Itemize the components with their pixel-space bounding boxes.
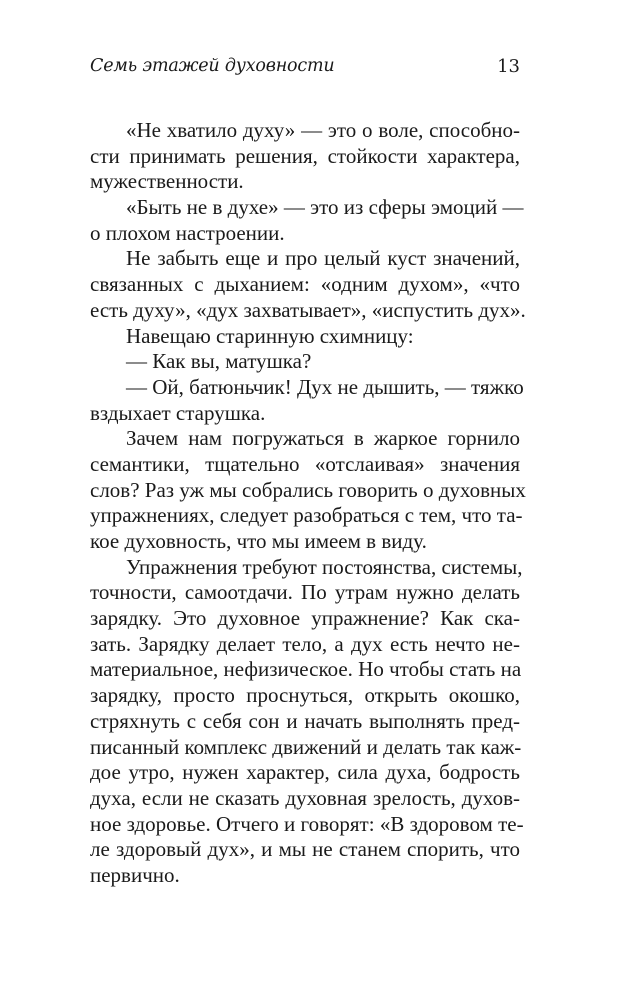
running-header xyxy=(90,56,520,82)
text-line: духа, если не сказать духовная зрелость, духов- xyxy=(90,785,520,810)
text-line: Зачем нам погружаться в жаркое горнило xyxy=(126,426,520,451)
text-line: дое утро, нужен характер, сила духа, бодрость xyxy=(90,760,520,785)
page-number: 13 xyxy=(497,56,520,77)
text-line: семантики, тщательно «отслаивая» значения xyxy=(90,451,520,476)
text-line: сти принимать решения, стойкости характера, xyxy=(90,143,520,168)
text-line: есть духу», «дух захватывает», «испустить дух». xyxy=(90,297,526,322)
text-line: ле здоровый дух», и мы не станем спорить, что xyxy=(90,837,520,862)
text-line: ное здоровье. Отчего и говорят: «В здоровом те- xyxy=(90,811,524,836)
text-line: — Как вы, матушка? xyxy=(126,349,312,374)
text-line: упражнениях, следует разобраться с тем, что та- xyxy=(90,503,523,528)
text-line: связанных с дыханием: «одним духом», «что xyxy=(90,272,520,297)
text-line: слов? Раз уж мы собрались говорить о духовных xyxy=(90,477,526,502)
running-title: Семь этажей духовности xyxy=(90,56,335,76)
text-line: вздыхает старушка. xyxy=(90,400,266,425)
body-text xyxy=(90,118,526,889)
text-line: мужественности. xyxy=(90,169,244,194)
text-line: точности, самоотдачи. По утрам нужно делать xyxy=(90,580,520,605)
text-line: зарядку, просто проснуться, открыть окошко, xyxy=(90,683,520,708)
text-line: первично. xyxy=(90,862,180,887)
text-line: стряхнуть с себя сон и начать выполнять пред- xyxy=(90,708,520,733)
text-line: писанный комплекс движений и делать так каж- xyxy=(90,734,522,759)
text-line: «Не хватило духу» — это о воле, способно- xyxy=(126,118,520,142)
text-line: Навещаю старинную схимницу: xyxy=(126,323,414,348)
text-line: Упражнения требуют постоянства, системы, xyxy=(126,554,523,579)
text-line: о плохом настроении. xyxy=(90,220,285,245)
text-line: «Быть не в духе» — это из сферы эмоций — xyxy=(126,195,524,220)
text-line: кое духовность, что мы имеем в виду. xyxy=(90,529,427,553)
text-line: Не забыть еще и про целый куст значений, xyxy=(126,246,520,271)
text-line: материальное, нефизическое. Но чтобы стать на xyxy=(90,657,522,682)
text-line: — Ой, батюньчик! Дух не дышить, — тяжко xyxy=(126,374,524,399)
text-line: зарядку. Это духовное упражнение? Как ска- xyxy=(90,606,520,631)
text-line: зать. Зарядку делает тело, а дух есть нечто не- xyxy=(90,631,520,656)
